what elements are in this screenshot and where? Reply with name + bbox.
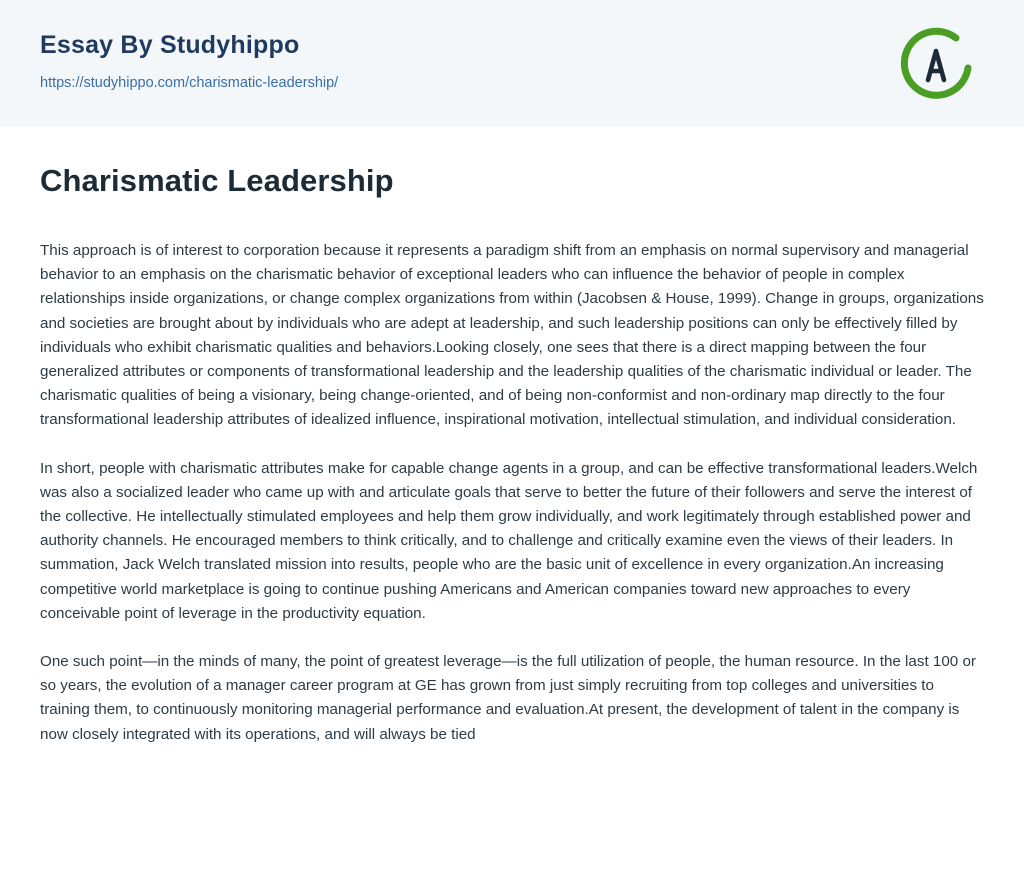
- essay-paragraph: This approach is of interest to corporation because it represents a paradigm shift from an emphasis on normal supervisory and managerial behavior to an emphasis on the charismatic behavior of exceptional leaders who can influence the behavior of people in complex relationships inside organizations, or change complex organizations from within (Jacobsen & House, 1999). Change in groups, organizations and societies are brought about by individuals who are adept at leadership, and such leadership positions can only be effectively filled by individuals who exhibit charismatic qualities and behaviors.Looking closely, one sees that there is a direct mapping between the four generalized attributes or components of transformational leadership and the leadership qualities of the charismatic individual or leader. The charismatic qualities of being a visionary, being change-oriented, and of being non-conformist and non-ordinary map directly to the four transformational leadership attributes of idealized influence, inspirational motivation, intellectual stimulation, and individual consideration.: [40, 242, 984, 429]
- essay-content: [0, 127, 1024, 771]
- site-header: [0, 0, 1024, 127]
- essay-paragraph: In short, people with charismatic attributes make for capable change agents in a group, and can be effective transformational leaders.Welch was also a socialized leader who came up with and articulate goals that serve to better the future of their followers and serve the interest of the collective. He intellectually stimulated employees and help them grow individually, and work legitimately through established power and authority channels. He encouraged members to think critically, and to challenge and critically examine even the views of their leaders. In summation, Jack Welch translated mission into results, people who are the basic unit of excellence in every organization.An increasing competitive world marketplace is going to continue pushing Americans and American companies toward new approaches to every conceivable point of leverage in the productivity equation.: [40, 459, 978, 622]
- site-title: Essay By Studyhippo: [40, 31, 300, 59]
- essay-paragraph: One such point—in the minds of many, the point of greatest leverage—is the full utilization of people, the human resource. In the last 100 or so years, the evolution of a manager career program at GE has grown from just simply recruiting from top colleges and universities to training them, to continuously monitoring managerial performance and evaluation.At present, the development of talent in the company is now closely integrated with its operations, and will always be tied: [40, 653, 976, 743]
- page-title: Charismatic Leadership: [40, 163, 394, 198]
- studyhippo-a-logo-icon: [894, 22, 978, 106]
- source-url-link[interactable]: https://studyhippo.com/charismatic-leadership/: [40, 75, 339, 91]
